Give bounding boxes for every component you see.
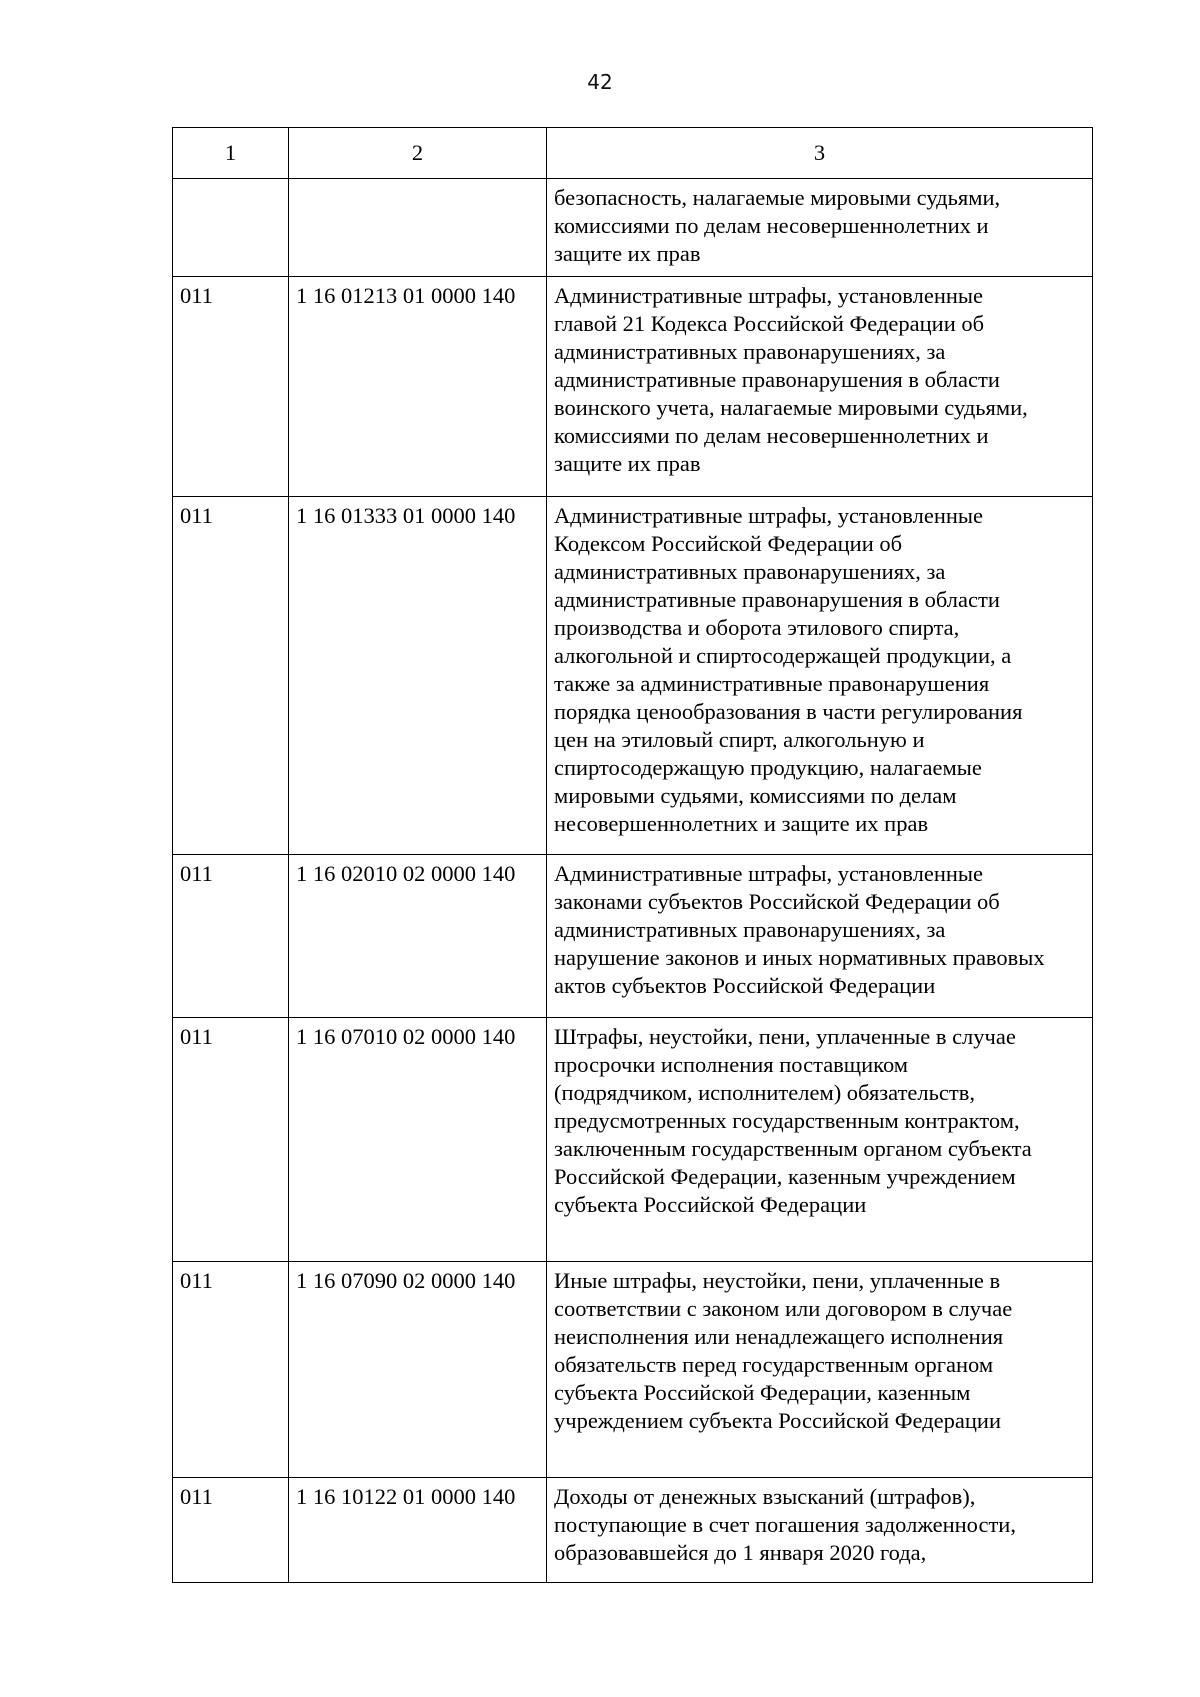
page-number: 42 [587,70,613,94]
description-cell: Иные штрафы, неустойки, пени, уплаченные в соответствии с законом или договором в случае неисполнения или ненадлежащего исполнения обязательств перед государственным органом субъекта Российской Федерации, казенным учреждением субъекта Российской Федерации [547,1262,1093,1478]
table-row [173,1018,1093,1262]
admin-code-cell: 011 [173,1018,289,1262]
revenue-code-cell [289,179,547,277]
table-row [173,277,1093,497]
table-row [173,179,1093,277]
admin-code-cell: 011 [173,277,289,497]
table-row [173,855,1093,1018]
column-header-1: 1 [173,128,289,179]
description-cell: Административные штрафы, установленные главой 21 Кодекса Российской Федерации об административных правонарушениях, за административные правонарушения в области воинского учета, налагаемые мировыми судьями, комиссиями по делам несовершеннолетних и защите их прав [547,277,1093,497]
revenue-code-cell: 1 16 02010 02 0000 140 [289,855,547,1018]
description-cell: Штрафы, неустойки, пени, уплаченные в случае просрочки исполнения поставщиком (подрядчиком, исполнителем) обязательств, предусмотренных государственным контрактом, заключенным государственным органом субъекта Российской Федерации, казенным учреждением субъекта Российской Федерации [547,1018,1093,1262]
description-cell: Административные штрафы, установленные Кодексом Российской Федерации об административных правонарушениях, за административные правонарушения в области производства и оборота этилового спирта, алкогольной и спиртосодержащей продукции, а также за административные правонарушения порядка ценообразования в части регулирования цен на этиловый спирт, алкогольную и спиртосодержащую продукцию, налагаемые мировыми судьями, комиссиями по делам несовершеннолетних и защите их прав [547,497,1093,855]
description-cell: Административные штрафы, установленные законами субъектов Российской Федерации об административных правонарушениях, за нарушение законов и иных нормативных правовых актов субъектов Российской Федерации [547,855,1093,1018]
revenue-code-cell: 1 16 01333 01 0000 140 [289,497,547,855]
admin-code-cell: 011 [173,855,289,1018]
revenue-code-cell: 1 16 07090 02 0000 140 [289,1262,547,1478]
description-cell: безопасность, налагаемые мировыми судьями, комиссиями по делам несовершеннолетних и защите их прав [547,179,1093,277]
description-cell: Доходы от денежных взысканий (штрафов), поступающие в счет погашения задолженности, образовавшейся до 1 января 2020 года, [547,1478,1093,1583]
column-header-3: 3 [547,128,1093,179]
table-row [173,1478,1093,1583]
revenue-codes-table [172,127,1093,1583]
column-header-2: 2 [289,128,547,179]
admin-code-cell: 011 [173,1478,289,1583]
admin-code-cell [173,179,289,277]
admin-code-cell: 011 [173,1262,289,1478]
table-row [173,497,1093,855]
table-header-row [173,128,1093,179]
revenue-code-cell: 1 16 01213 01 0000 140 [289,277,547,497]
admin-code-cell: 011 [173,497,289,855]
table-row [173,1262,1093,1478]
revenue-code-cell: 1 16 10122 01 0000 140 [289,1478,547,1583]
revenue-code-cell: 1 16 07010 02 0000 140 [289,1018,547,1262]
